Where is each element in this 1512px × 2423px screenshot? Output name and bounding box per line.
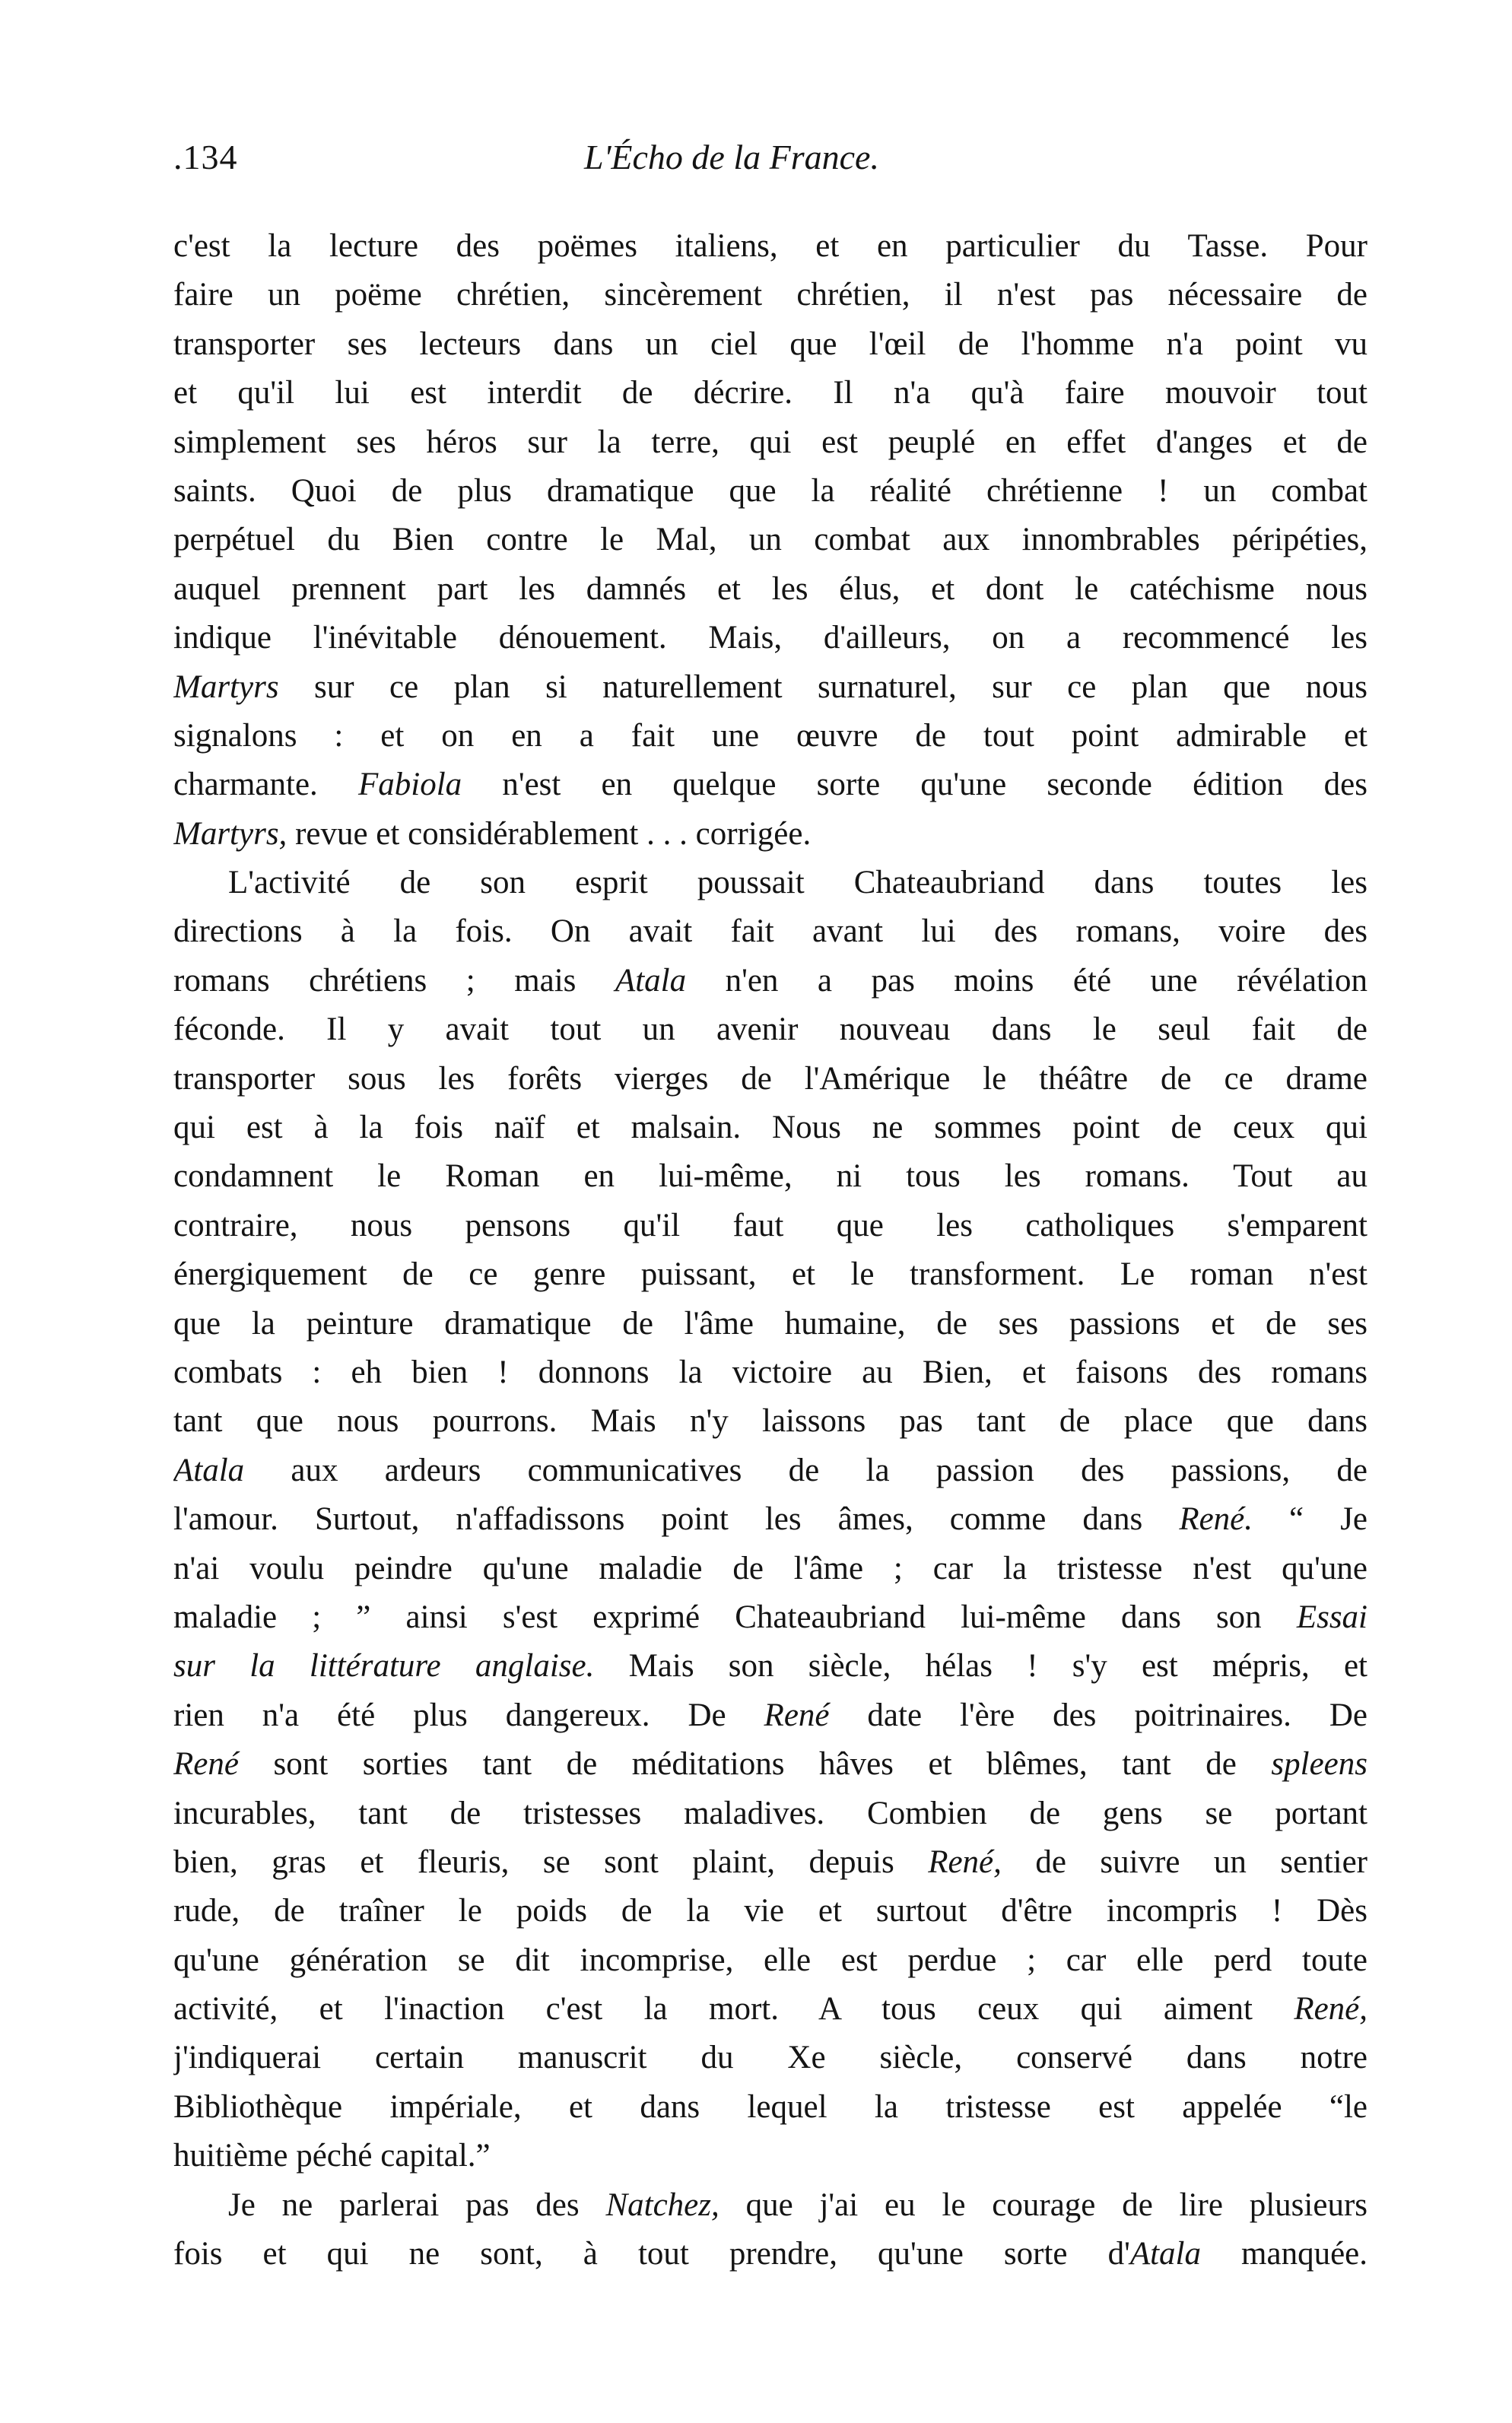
text-segment: revue et considérablement . . . corrigée. (287, 815, 812, 852)
italic-title: Essai (1296, 1599, 1367, 1635)
text-line: qu'une génération se dit incomprise, elle est perdue ; car elle perd toute (173, 1942, 1367, 1978)
text-segment: aux ardeurs communicatives de la passion des passions, de (244, 1452, 1367, 1488)
text-segment: charmante. (173, 767, 358, 803)
text-segment: manquée. (1200, 2236, 1367, 2272)
text-line: tant que nous pourrons. Mais n'y laissons pas tant de place que dans (173, 1403, 1367, 1440)
text-segment: que j'ai eu le courage de lire plusieurs (719, 2186, 1367, 2223)
italic-title: Natchez, (605, 2186, 719, 2223)
text-segment: date l'ère des poitrinaires. De (829, 1697, 1367, 1733)
text-line (173, 1495, 1367, 1544)
italic-word: spleens (1271, 1746, 1367, 1783)
text-segment: sont sorties tant de méditations hâves et blêmes, tant de (238, 1746, 1272, 1783)
text-line (173, 810, 1367, 859)
text-segment: Mais son siècle, hélas ! s'y est mépris, et (594, 1648, 1367, 1685)
italic-title: Fabiola (358, 767, 462, 803)
text-line (173, 1446, 1367, 1495)
italic-title: René, (1294, 1991, 1367, 2028)
text-line: que la peinture dramatique de l'âme humaine, de ses passions et de ses (173, 1305, 1367, 1342)
italic-title: sur la littérature anglaise. (173, 1648, 595, 1685)
italic-title: Martyrs, (173, 815, 287, 852)
text-segment: fois et qui ne sont, à tout prendre, qu'une sorte d' (173, 2236, 1130, 2272)
italic-title: Martyrs (173, 668, 279, 705)
text-line: perpétuel du Bien contre le Mal, un combat aux innombrables péripéties, (173, 522, 1367, 558)
text-line (173, 1593, 1367, 1642)
text-line: combats : eh bien ! donnons la victoire au Bien, et faisons des romans (173, 1354, 1367, 1390)
body-text (173, 222, 1367, 2279)
running-title: L'Écho de la France. (584, 138, 879, 176)
text-line (173, 1691, 1367, 1740)
page-number: .134 (173, 138, 238, 176)
text-segment: l'amour. Surtout, n'affadissons point les âmes, comme dans (173, 1501, 1180, 1538)
text-segment: “ Je (1253, 1501, 1367, 1538)
text-segment: sur ce plan si naturellement surnaturel, sur ce plan que nous (278, 668, 1367, 705)
text-line: L'activité de son esprit poussait Chateaubriand dans toutes les (228, 865, 1367, 901)
italic-title: René. (1179, 1501, 1253, 1538)
text-line: huitième péché capital.” (173, 2138, 491, 2174)
text-line (173, 2230, 1367, 2279)
text-line: indique l'inévitable dénouement. Mais, d'ailleurs, on a recommencé les (173, 620, 1367, 656)
page-header (173, 137, 1375, 190)
text-line: rude, de traîner le poids de la vie et surtout d'être incompris ! Dès (173, 1893, 1367, 1929)
text-line: transporter ses lecteurs dans un ciel que l'œil de l'homme n'a point vu (173, 326, 1367, 362)
text-line: j'indiquerai certain manuscrit du Xe siècle, conservé dans notre (173, 2040, 1367, 2076)
text-line: signalons : et on en a fait une œuvre de tout point admirable et (173, 717, 1367, 754)
text-line: et qu'il lui est interdit de décrire. Il n'a qu'à faire mouvoir tout (173, 375, 1367, 411)
text-segment: bien, gras et fleuris, se sont plaint, depuis (173, 1843, 929, 1880)
text-line: faire un poëme chrétien, sincèrement chrétien, il n'est pas nécessaire de (173, 277, 1367, 313)
italic-title: René (764, 1697, 830, 1733)
text-line: auquel prennent part les damnés et les élus, et dont le catéchisme nous (173, 570, 1367, 607)
italic-title: René, (928, 1843, 1002, 1880)
text-segment: activité, et l'inaction c'est la mort. A tous ceux qui aiment (173, 1991, 1294, 2028)
text-line: transporter sous les forêts vierges de l'Amérique le théâtre de ce drame (173, 1060, 1367, 1097)
text-line (173, 1838, 1367, 1887)
italic-title: Atala (173, 1452, 245, 1488)
italic-title: Atala (615, 962, 687, 999)
text-line: directions à la fois. On avait fait avant lui des romans, voire des (173, 913, 1367, 950)
text-segment: n'est en quelque sorte qu'une seconde édition des (462, 767, 1367, 803)
text-segment: maladie ; ” ainsi s'est exprimé Chateaubriand lui-même dans son (173, 1599, 1297, 1635)
text-line: c'est la lecture des poëmes italiens, et en particulier du Tasse. Pour (173, 228, 1367, 264)
text-line (173, 761, 1367, 809)
text-line (173, 1740, 1367, 1789)
text-line: incurables, tant de tristesses maladives. Combien de gens se portant (173, 1795, 1367, 1831)
text-segment: de suivre un sentier (1001, 1843, 1367, 1880)
text-line: n'ai voulu peindre qu'une maladie de l'âme ; car la tristesse n'est qu'une (173, 1550, 1367, 1586)
text-line: contraire, nous pensons qu'il faut que les catholiques s'emparent (173, 1207, 1367, 1243)
text-line: simplement ses héros sur la terre, qui est peuplé en effet d'anges et de (173, 424, 1367, 460)
italic-title: Atala (1129, 2236, 1201, 2272)
text-line: féconde. Il y avait tout un avenir nouveau dans le seul fait de (173, 1011, 1367, 1048)
text-line (173, 663, 1367, 712)
text-line: qui est à la fois naïf et malsain. Nous ne sommes point de ceux qui (173, 1110, 1367, 1146)
text-segment: n'en a pas moins été une révélation (686, 962, 1367, 999)
text-segment: Je ne parlerai pas des (228, 2186, 606, 2223)
text-line (173, 1642, 1367, 1691)
text-line: Bibliothèque impériale, et dans lequel la tristesse est appelée “le (173, 2088, 1367, 2125)
text-line: énergiquement de ce genre puissant, et le transforment. Le roman n'est (173, 1256, 1367, 1293)
text-segment: romans chrétiens ; mais (173, 962, 615, 999)
text-line (173, 957, 1367, 1005)
text-line: condamnent le Roman en lui-même, ni tous les romans. Tout au (173, 1158, 1367, 1195)
text-segment: rien n'a été plus dangereux. De (173, 1697, 764, 1733)
text-line (173, 2181, 1367, 2230)
text-line (173, 1985, 1367, 2034)
text-line: saints. Quoi de plus dramatique que la réalité chrétienne ! un combat (173, 472, 1367, 509)
italic-title: René (173, 1746, 239, 1783)
